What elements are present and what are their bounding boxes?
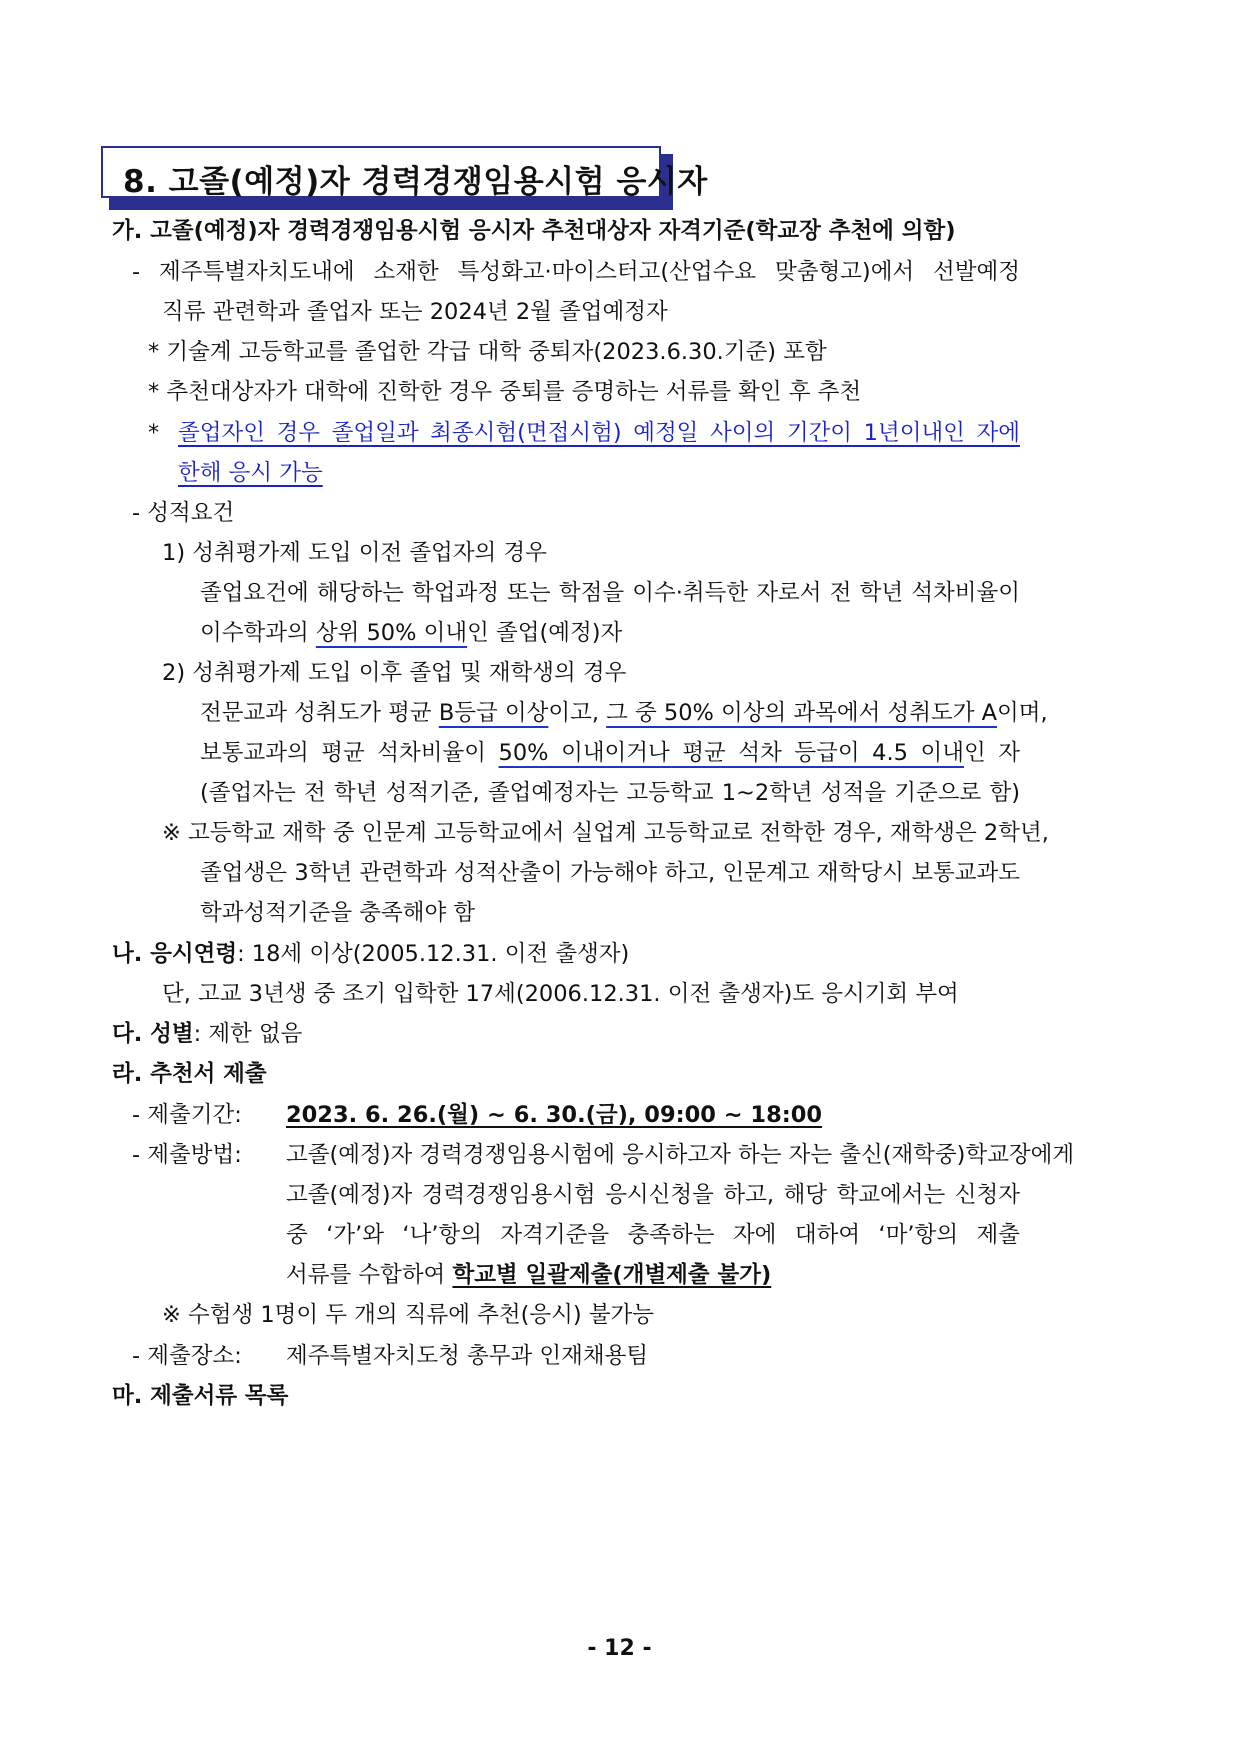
underlined-span: 그 중 50% 이상의 과목에서 성취도가 A <box>606 700 997 726</box>
section-title-box <box>101 146 708 208</box>
sec-ga-line2: 직류 관련학과 졸업자 또는 2024년 2월 졸업예정자 <box>162 299 668 325</box>
method-line2: 고졸(예정)자 경력경쟁임용시험 응시신청을 하고, 해당 학교에서는 신청자 <box>286 1182 1020 1208</box>
grade-item2-line2 <box>200 738 1020 768</box>
period-label: - 제출기간: <box>132 1102 242 1128</box>
remark-line1: ※ 고등학교 재학 중 인문계 고등학교에서 실업계 고등학교로 전학한 경우, 재학생은 2학년, <box>162 820 1049 846</box>
text-span: 이고, <box>548 700 607 726</box>
grade-item2-line1 <box>200 698 1048 728</box>
sec-na-text: : 18세 이상(2005.12.31. 이전 출생자) <box>237 941 630 967</box>
sec-ga-heading: 가. 고졸(예정)자 경력경쟁임용시험 응시자 추천대상자 자격기준(학교장 추천에 의함) <box>112 218 956 244</box>
sec-ma-heading: 마. 제출서류 목록 <box>112 1383 289 1409</box>
sec-na-line1 <box>112 939 629 969</box>
sec-ga-note3-star: * <box>148 420 160 446</box>
method-line4 <box>286 1260 771 1290</box>
sec-da-text: : 제한 없음 <box>193 1021 303 1047</box>
period-value: 2023. 6. 26.(월) ~ 6. 30.(금), 09:00 ~ 18:00 <box>286 1102 823 1128</box>
grade-item1-line2 <box>200 618 622 648</box>
text-span: 전문교과 성취도가 평균 <box>200 700 439 726</box>
underlined-span: 상위 50% 이내 <box>315 620 468 646</box>
text-span: 이수학과의 <box>200 620 316 646</box>
sec-ga-note3-line2: 한해 응시 가능 <box>178 460 323 486</box>
grade-heading: - 성적요건 <box>132 500 235 526</box>
sec-na-label: 나. 응시연령 <box>112 941 238 967</box>
sec-ga-note2: * 추천대상자가 대학에 진학한 경우 중퇴를 증명하는 서류를 확인 후 추천 <box>148 379 862 405</box>
grade-item2: 2) 성취평가제 도입 이후 졸업 및 재학생의 경우 <box>162 660 627 686</box>
method-line3: 중 ‘가’와 ‘나’항의 자격기준을 충족하는 자에 대하여 ‘마’항의 제출 <box>286 1222 1020 1248</box>
text-span: 인 자 <box>963 740 1021 766</box>
grade-item2-line3: (졸업자는 전 학년 성적기준, 졸업예정자는 고등학교 1~2학년 성적을 기준으로 함) <box>200 780 1020 806</box>
submission-note: ※ 수험생 1명이 두 개의 직류에 추천(응시) 불가능 <box>162 1302 655 1328</box>
underlined-span: 50% 이내이거나 평균 석차 등급이 4.5 이내 <box>498 740 964 766</box>
sec-ga-note3-line1: 졸업자인 경우 졸업일과 최종시험(면접시험) 예정일 사이의 기간이 1년이내인 자에 <box>178 420 1020 446</box>
text-span: 인 졸업(예정)자 <box>467 620 623 646</box>
title-frame <box>101 146 708 200</box>
page-number: - 12 - <box>587 1636 652 1661</box>
text-span: 서류를 수합하여 <box>286 1262 453 1288</box>
text-span: 보통교과의 평균 석차비율이 <box>200 740 499 766</box>
bold-underlined-span: 학교별 일괄제출(개별제출 불가) <box>452 1262 772 1288</box>
place-value: 제주특별자치도청 총무과 인재채용팀 <box>286 1343 649 1369</box>
grade-item1-line1: 졸업요건에 해당하는 학업과정 또는 학점을 이수·취득한 자로서 전 학년 석차비율이 <box>200 580 1020 606</box>
remark-line2: 졸업생은 3학년 관련학과 성적산출이 가능해야 하고, 인문계고 재학당시 보통교과도 <box>200 860 1020 886</box>
sec-ga-note1: * 기술계 고등학교를 졸업한 각급 대학 중퇴자(2023.6.30.기준) 포함 <box>148 339 827 365</box>
sec-na-line2: 단, 고교 3년생 중 조기 입학한 17세(2006.12.31. 이전 출생자)도 응시기회 부여 <box>162 981 959 1007</box>
grade-item1: 1) 성취평가제 도입 이전 졸업자의 경우 <box>162 540 547 566</box>
text-span: 이며, <box>997 700 1048 726</box>
sec-da-label: 다. 성별 <box>112 1021 194 1047</box>
place-label: - 제출장소: <box>132 1343 242 1369</box>
underlined-span: B등급 이상 <box>438 700 549 726</box>
sec-da-line <box>112 1019 302 1049</box>
remark-line3: 학과성적기준을 충족해야 함 <box>200 900 476 926</box>
method-label: - 제출방법: <box>132 1142 242 1168</box>
method-line1: 고졸(예정)자 경력경쟁임용시험에 응시하고자 하는 자는 출신(재학중)학교장에게 <box>286 1142 1075 1168</box>
sec-ga-line1: - 제주특별자치도내에 소재한 특성화고·마이스터고(산업수요 맞춤형고)에서 선발예정 <box>132 259 1020 285</box>
section-title: 8. 고졸(예정)자 경력경쟁임용시험 응시자 <box>123 164 708 200</box>
sec-ra-heading: 라. 추천서 제출 <box>112 1061 267 1087</box>
